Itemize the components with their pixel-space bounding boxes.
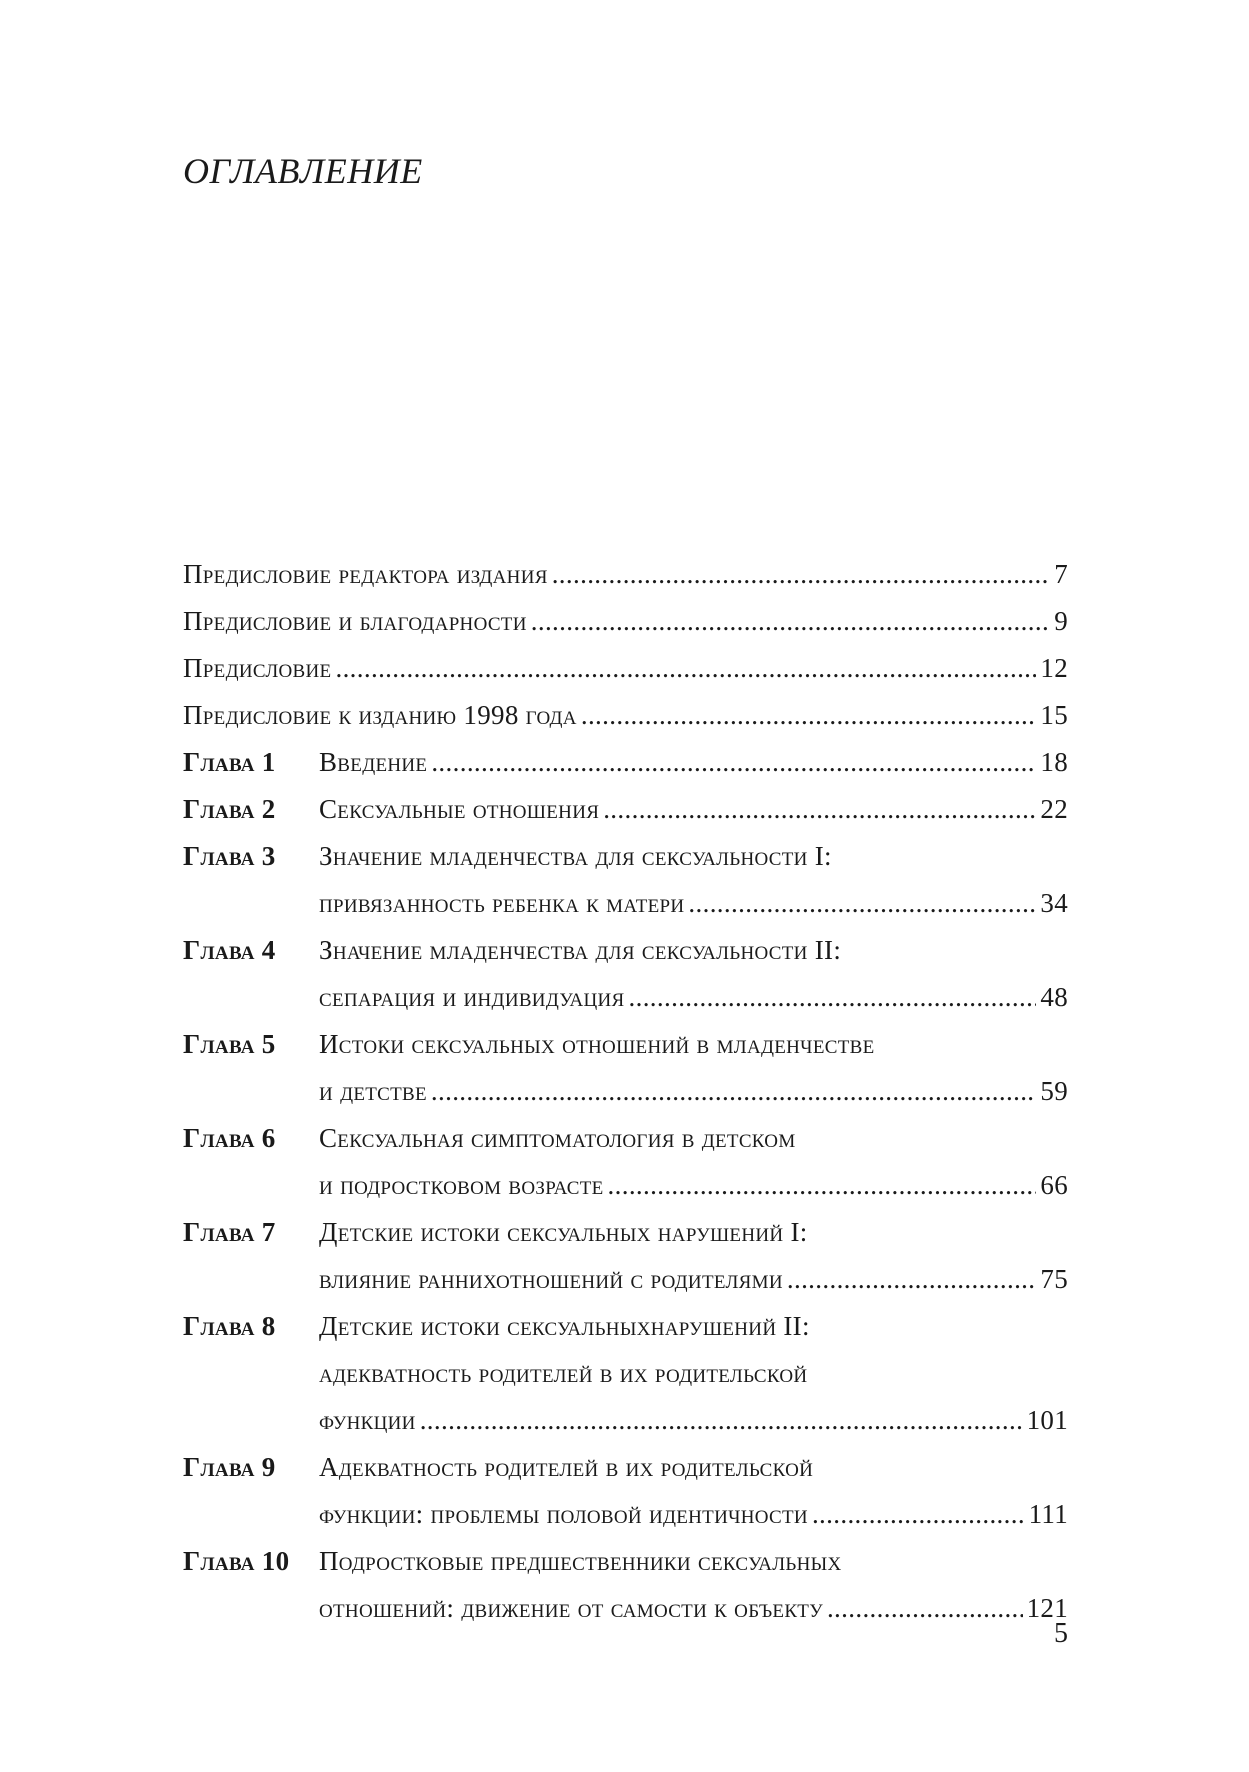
chapter-title-line <box>319 1115 1068 1162</box>
dot-leader <box>431 739 1036 786</box>
toc-entry[interactable] <box>183 692 1068 739</box>
chapter-title-text: Сексуальные отношения <box>319 794 600 824</box>
dot-leader <box>531 598 1050 645</box>
chapter-label: Глава 7 <box>183 1217 276 1247</box>
chapter-title-block <box>319 927 1068 1021</box>
dot-leader <box>629 974 1037 1021</box>
dot-leader <box>608 1162 1037 1209</box>
entry-page-number: 9 <box>1054 606 1068 636</box>
chapter-title-text: влияние раннихотношений с родителями <box>319 1264 783 1294</box>
dot-leader <box>827 1585 1023 1632</box>
chapter-page-number: 111 <box>1028 1499 1068 1529</box>
chapter-title-text: функции <box>319 1405 416 1435</box>
chapter-title-line <box>319 880 1068 927</box>
chapter-page-number: 101 <box>1026 1405 1068 1435</box>
dot-leader <box>431 1068 1036 1115</box>
chapter-title-line <box>319 1491 1068 1538</box>
chapter-title-text: Истоки сексуальных отношений в младенчестве <box>319 1029 875 1059</box>
chapter-label: Глава 6 <box>183 1123 276 1153</box>
chapter-title-text: Детские истоки сексуальныхнарушений II: <box>319 1311 810 1341</box>
dot-leader <box>552 551 1050 598</box>
page-title: ОГЛАВЛЕНИЕ <box>183 151 423 191</box>
entry-page-number: 12 <box>1040 653 1068 683</box>
chapter-title-line <box>319 927 1068 974</box>
toc-chapter-entry[interactable] <box>183 1538 1068 1632</box>
toc-chapter-entry[interactable] <box>183 1021 1068 1115</box>
toc-chapter-entry[interactable] <box>183 833 1068 927</box>
chapter-title-text: Подростковые предшественники сексуальных <box>319 1546 842 1576</box>
chapter-title-block <box>319 1115 1068 1209</box>
chapter-page-number: 75 <box>1040 1264 1068 1294</box>
chapter-title-text: и подростковом возрасте <box>319 1170 604 1200</box>
chapter-page-number: 121 <box>1026 1593 1068 1623</box>
chapter-title-block <box>319 1303 1068 1444</box>
chapter-label: Глава 5 <box>183 1029 276 1059</box>
chapter-page-number: 18 <box>1040 747 1068 777</box>
chapter-title-line <box>319 1444 1068 1491</box>
chapter-title-text: Значение младенчества для сексуальности I: <box>319 841 832 871</box>
toc-chapter-entry[interactable] <box>183 1115 1068 1209</box>
chapter-title-text: Детские истоки сексуальных нарушений I: <box>319 1217 808 1247</box>
chapter-title-line <box>319 786 1068 833</box>
toc-chapter-entry[interactable] <box>183 786 1068 833</box>
chapter-label: Глава 8 <box>183 1311 276 1341</box>
dot-leader <box>812 1491 1025 1538</box>
chapter-page-number: 59 <box>1040 1076 1068 1106</box>
chapter-title-text: Сексуальная симптоматология в детском <box>319 1123 796 1153</box>
chapter-title-line <box>319 1021 1068 1068</box>
toc-chapter-entry[interactable] <box>183 927 1068 1021</box>
chapter-title-block <box>319 1538 1068 1632</box>
entry-page-number: 15 <box>1040 700 1068 730</box>
chapter-title-block <box>319 739 1068 786</box>
chapter-page-number: 66 <box>1040 1170 1068 1200</box>
chapter-label: Глава 9 <box>183 1452 276 1482</box>
toc-entry[interactable] <box>183 598 1068 645</box>
entry-title: Предисловие редактора издания <box>183 559 548 589</box>
chapter-title-text: адекватность родителей в их родительской <box>319 1358 808 1388</box>
toc-chapter-entry[interactable] <box>183 1303 1068 1444</box>
chapter-page-number: 22 <box>1040 794 1068 824</box>
chapter-label: Глава 3 <box>183 841 276 871</box>
chapter-label: Глава 2 <box>183 794 276 824</box>
chapter-title-line <box>319 1209 1068 1256</box>
dot-leader <box>581 692 1037 739</box>
chapter-title-text: отношений: движение от самости к объекту <box>319 1593 823 1623</box>
chapter-title-line <box>319 1162 1068 1209</box>
dot-leader <box>420 1397 1023 1444</box>
chapter-title-text: Значение младенчества для сексуальности II: <box>319 935 842 965</box>
toc-entry[interactable] <box>183 551 1068 598</box>
dot-leader <box>787 1256 1037 1303</box>
chapter-title-text: Адекватность родителей в их родительской <box>319 1452 814 1482</box>
chapter-label: Глава 4 <box>183 935 276 965</box>
chapter-title-line <box>319 1068 1068 1115</box>
table-of-contents <box>183 551 1068 1632</box>
dot-leader <box>603 786 1036 833</box>
toc-chapter-entry[interactable] <box>183 739 1068 786</box>
chapter-title-block <box>319 1444 1068 1538</box>
chapter-title-text: Введение <box>319 747 428 777</box>
chapter-title-text: сепарация и индивидуация <box>319 982 625 1012</box>
chapter-title-block <box>319 1209 1068 1303</box>
chapter-title-line <box>319 1585 1068 1632</box>
chapter-title-line <box>319 739 1068 786</box>
entry-title: Предисловие к изданию 1998 года <box>183 700 577 730</box>
toc-chapter-entry[interactable] <box>183 1209 1068 1303</box>
chapter-label: Глава 1 <box>183 747 276 777</box>
entry-page-number: 7 <box>1054 559 1068 589</box>
chapter-label: Глава 10 <box>183 1546 290 1576</box>
chapter-title-line <box>319 1350 1068 1397</box>
chapter-title-block <box>319 1021 1068 1115</box>
chapter-page-number: 48 <box>1040 982 1068 1012</box>
front-matter-list <box>183 551 1068 739</box>
entry-title: Предисловие и благодарности <box>183 606 527 636</box>
chapter-title-line <box>319 1303 1068 1350</box>
chapter-page-number: 34 <box>1040 888 1068 918</box>
chapter-title-text: и детстве <box>319 1076 427 1106</box>
toc-entry[interactable] <box>183 645 1068 692</box>
entry-title: Предисловие <box>183 653 332 683</box>
dot-leader <box>688 880 1036 927</box>
chapter-title-line <box>319 1397 1068 1444</box>
toc-chapter-entry[interactable] <box>183 1444 1068 1538</box>
chapter-title-block <box>319 833 1068 927</box>
chapter-title-line <box>319 974 1068 1021</box>
chapter-title-text: привязанность ребенка к матери <box>319 888 685 918</box>
chapter-list <box>183 739 1068 1632</box>
chapter-title-line <box>319 833 1068 880</box>
chapter-title-line <box>319 1538 1068 1585</box>
dot-leader <box>335 645 1036 692</box>
chapter-title-text: функции: проблемы половой идентичности <box>319 1499 808 1529</box>
page-number: 5 <box>1054 1618 1068 1649</box>
chapter-title-line <box>319 1256 1068 1303</box>
chapter-title-block <box>319 786 1068 833</box>
